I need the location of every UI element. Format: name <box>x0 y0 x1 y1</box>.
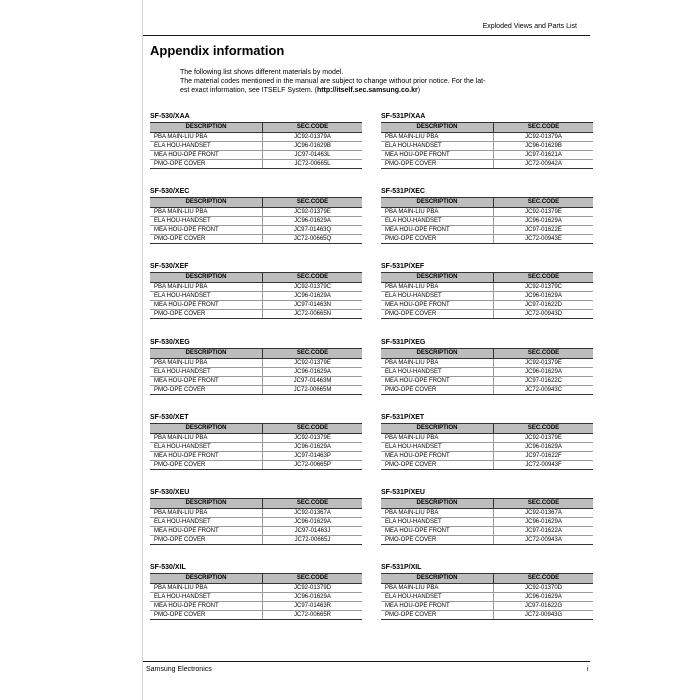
parts-table <box>381 197 593 244</box>
part-description: PMO-OPE COVER <box>381 160 494 169</box>
parts-section <box>150 563 362 620</box>
part-description: MEA HOU-OPE FRONT <box>381 602 494 611</box>
part-code: JC96-01629A <box>494 292 594 301</box>
table-row <box>381 509 593 518</box>
column-header-code: SEC.CODE <box>494 424 594 434</box>
table-row <box>150 283 362 292</box>
part-description: PBA MAIN-LIU PBA <box>381 509 494 518</box>
table-header-row <box>150 499 362 509</box>
model-title: SF-531P/XEF <box>381 263 425 270</box>
table-row <box>381 593 593 602</box>
part-description: PBA MAIN-LIU PBA <box>150 434 263 443</box>
parts-section <box>381 262 593 319</box>
part-code: JC92-01367A <box>263 509 363 518</box>
part-description: PMO-OPE COVER <box>150 611 263 620</box>
part-code: JC92-01370D <box>494 584 594 593</box>
part-description: MEA HOU-OPE FRONT <box>150 151 263 160</box>
column-header-description: DESCRIPTION <box>381 198 494 208</box>
part-code: JC72-00943D <box>494 310 594 319</box>
part-description: PMO-OPE COVER <box>381 611 494 620</box>
part-description: PMO-OPE COVER <box>381 461 494 470</box>
parts-table <box>150 498 362 545</box>
part-code: JC96-01629A <box>263 292 363 301</box>
model-title: SF-531P/XEU <box>381 489 425 496</box>
part-code: JC97-01463J <box>263 527 363 536</box>
table-row <box>150 151 362 160</box>
table-row <box>150 452 362 461</box>
part-description: PBA MAIN-LIU PBA <box>150 509 263 518</box>
itself-link[interactable]: http://itself.sec.samsung.co.kr <box>316 87 418 94</box>
table-header-row <box>150 198 362 208</box>
part-code: JC92-01379C <box>494 283 594 292</box>
part-code: JC72-00942A <box>494 160 594 169</box>
table-row <box>381 584 593 593</box>
part-description: PMO-OPE COVER <box>150 310 263 319</box>
parts-table <box>150 122 362 169</box>
part-code: JC92-01379E <box>263 434 363 443</box>
model-title: SF-530/XET <box>150 414 189 421</box>
column-header-description: DESCRIPTION <box>150 273 263 283</box>
table-row <box>381 518 593 527</box>
part-code: JC97-01622F <box>494 452 594 461</box>
model-title: SF-530/XEG <box>150 339 190 346</box>
part-description: PBA MAIN-LIU PBA <box>381 283 494 292</box>
intro-line-3-prefix: est exact information, see ITSELF System. ( <box>180 87 317 94</box>
column-header-code: SEC.CODE <box>494 574 594 584</box>
part-code: JC72-00943F <box>494 461 594 470</box>
part-code: JC72-00943E <box>494 235 594 244</box>
part-code: JC92-01379A <box>494 133 594 142</box>
table-row <box>150 217 362 226</box>
part-description: ELA HOU-HANDSET <box>150 593 263 602</box>
part-description: ELA HOU-HANDSET <box>381 142 494 151</box>
part-code: JC97-01463N <box>263 301 363 310</box>
part-code: JC72-00665R <box>263 611 363 620</box>
part-description: MEA HOU-OPE FRONT <box>150 527 263 536</box>
model-title: SF-530/XEU <box>150 489 190 496</box>
table-row <box>381 226 593 235</box>
part-code: JC92-01379E <box>494 434 594 443</box>
parts-table <box>381 498 593 545</box>
part-description: PBA MAIN-LIU PBA <box>381 359 494 368</box>
table-row <box>150 368 362 377</box>
table-header-row <box>381 499 593 509</box>
part-code: JC92-01379D <box>263 584 363 593</box>
model-title: SF-531P/XET <box>381 414 425 421</box>
part-code: JC72-00665N <box>263 310 363 319</box>
part-description: PBA MAIN-LIU PBA <box>150 133 263 142</box>
table-row <box>150 611 362 620</box>
part-code: JC72-00665P <box>263 461 363 470</box>
column-header-code: SEC.CODE <box>263 499 363 509</box>
table-row <box>381 301 593 310</box>
part-code: JC97-01622C <box>494 377 594 386</box>
part-code: JC92-01379C <box>263 283 363 292</box>
table-row <box>150 461 362 470</box>
part-description: PMO-OPE COVER <box>150 235 263 244</box>
table-row <box>150 377 362 386</box>
table-row <box>150 208 362 217</box>
part-description: ELA HOU-HANDSET <box>150 443 263 452</box>
part-description: ELA HOU-HANDSET <box>381 217 494 226</box>
column-header-code: SEC.CODE <box>494 273 594 283</box>
table-row <box>150 584 362 593</box>
part-description: PMO-OPE COVER <box>150 386 263 395</box>
part-description: MEA HOU-OPE FRONT <box>381 377 494 386</box>
column-header-code: SEC.CODE <box>494 499 594 509</box>
part-description: PMO-OPE COVER <box>381 536 494 545</box>
table-row <box>381 527 593 536</box>
part-description: PMO-OPE COVER <box>150 461 263 470</box>
table-row <box>150 593 362 602</box>
part-code: JC97-01621A <box>494 151 594 160</box>
table-row <box>381 461 593 470</box>
part-code: JC92-01379E <box>494 359 594 368</box>
part-code: JC97-01463Q <box>263 226 363 235</box>
part-description: ELA HOU-HANDSET <box>150 368 263 377</box>
part-description: ELA HOU-HANDSET <box>381 368 494 377</box>
intro-paragraph <box>180 68 590 95</box>
column-header-code: SEC.CODE <box>263 349 363 359</box>
part-code: JC72-00665M <box>263 386 363 395</box>
part-code: JC97-01463M <box>263 377 363 386</box>
column-header-code: SEC.CODE <box>263 273 363 283</box>
part-code: JC96-01629A <box>494 443 594 452</box>
part-code: JC96-01629A <box>494 593 594 602</box>
table-row <box>150 386 362 395</box>
part-description: PMO-OPE COVER <box>381 310 494 319</box>
table-row <box>150 133 362 142</box>
parts-section <box>150 338 362 395</box>
part-code: JC92-01379A <box>263 133 363 142</box>
part-code: JC72-00665Q <box>263 235 363 244</box>
table-row <box>381 133 593 142</box>
model-title: SF-530/XEF <box>150 263 189 270</box>
part-description: MEA HOU-OPE FRONT <box>150 377 263 386</box>
table-row <box>150 518 362 527</box>
column-header-code: SEC.CODE <box>263 123 363 133</box>
part-description: PBA MAIN-LIU PBA <box>381 208 494 217</box>
part-description: PBA MAIN-LIU PBA <box>150 359 263 368</box>
parts-section <box>381 413 593 470</box>
part-description: MEA HOU-OPE FRONT <box>381 151 494 160</box>
table-header-row <box>150 273 362 283</box>
column-header-description: DESCRIPTION <box>381 273 494 283</box>
parts-section <box>381 338 593 395</box>
page-title: Appendix information <box>150 43 285 58</box>
part-code: JC92-01379E <box>263 208 363 217</box>
column-header-description: DESCRIPTION <box>150 123 263 133</box>
footer-company: Samsung Electronics <box>146 666 212 673</box>
table-row <box>381 217 593 226</box>
parts-section <box>150 413 362 470</box>
part-description: MEA HOU-OPE FRONT <box>381 226 494 235</box>
table-row <box>150 160 362 169</box>
table-row <box>381 310 593 319</box>
part-code: JC72-00943A <box>494 536 594 545</box>
model-title: SF-530/XIL <box>150 564 186 571</box>
table-row <box>381 452 593 461</box>
parts-table <box>150 272 362 319</box>
part-code: JC97-01463P <box>263 452 363 461</box>
parts-section <box>381 112 593 169</box>
model-title: SF-531P/XIL <box>381 564 422 571</box>
model-title: SF-530/XAA <box>150 113 190 120</box>
part-description: ELA HOU-HANDSET <box>150 292 263 301</box>
table-header-row <box>381 198 593 208</box>
part-description: PMO-OPE COVER <box>150 160 263 169</box>
header-rule <box>143 35 590 36</box>
part-description: MEA HOU-OPE FRONT <box>381 301 494 310</box>
model-title: SF-530/XEC <box>150 188 190 195</box>
table-header-row <box>381 273 593 283</box>
part-description: MEA HOU-OPE FRONT <box>381 452 494 461</box>
table-row <box>381 386 593 395</box>
part-code: JC72-00665J <box>263 536 363 545</box>
table-header-row <box>381 574 593 584</box>
parts-table <box>150 197 362 244</box>
part-description: PBA MAIN-LIU PBA <box>381 133 494 142</box>
parts-section <box>381 563 593 620</box>
part-code: JC96-01629A <box>494 217 594 226</box>
part-code: JC96-01629A <box>263 518 363 527</box>
part-code: JC96-01629A <box>263 368 363 377</box>
intro-line-3 <box>180 86 590 95</box>
parts-table <box>381 272 593 319</box>
table-row <box>150 226 362 235</box>
parts-section <box>150 488 362 545</box>
column-header-code: SEC.CODE <box>494 123 594 133</box>
table-row <box>381 434 593 443</box>
table-row <box>381 142 593 151</box>
column-header-description: DESCRIPTION <box>150 574 263 584</box>
table-header-row <box>150 123 362 133</box>
table-row <box>150 142 362 151</box>
table-row <box>381 292 593 301</box>
part-code: JC97-01622G <box>494 602 594 611</box>
part-description: ELA HOU-HANDSET <box>381 518 494 527</box>
table-row <box>150 359 362 368</box>
table-row <box>381 359 593 368</box>
column-header-description: DESCRIPTION <box>150 499 263 509</box>
part-code: JC96-01629A <box>263 217 363 226</box>
table-row <box>381 377 593 386</box>
table-row <box>150 301 362 310</box>
part-description: PMO-OPE COVER <box>150 536 263 545</box>
model-title: SF-531P/XEG <box>381 339 426 346</box>
part-description: MEA HOU-OPE FRONT <box>150 226 263 235</box>
table-row <box>381 151 593 160</box>
parts-section <box>150 112 362 169</box>
table-row <box>150 235 362 244</box>
table-row <box>381 368 593 377</box>
part-code: JC92-01379E <box>263 359 363 368</box>
part-code: JC97-01622E <box>494 226 594 235</box>
intro-line-1: The following list shows different materials by model. <box>180 69 344 76</box>
part-code: JC96-01629A <box>263 593 363 602</box>
part-code: JC97-01463L <box>263 151 363 160</box>
table-header-row <box>381 123 593 133</box>
parts-table <box>381 348 593 395</box>
column-header-description: DESCRIPTION <box>381 123 494 133</box>
part-description: PBA MAIN-LIU PBA <box>150 208 263 217</box>
table-header-row <box>381 424 593 434</box>
part-code: JC97-01622D <box>494 301 594 310</box>
part-description: MEA HOU-OPE FRONT <box>150 301 263 310</box>
table-row <box>150 310 362 319</box>
parts-table <box>150 348 362 395</box>
table-row <box>381 602 593 611</box>
column-header-code: SEC.CODE <box>494 349 594 359</box>
table-row <box>381 443 593 452</box>
column-header-description: DESCRIPTION <box>381 349 494 359</box>
table-header-row <box>150 574 362 584</box>
parts-table <box>381 423 593 470</box>
intro-line-3-suffix: ) <box>417 87 421 94</box>
table-row <box>381 235 593 244</box>
table-row <box>150 527 362 536</box>
part-description: ELA HOU-HANDSET <box>381 292 494 301</box>
column-header-code: SEC.CODE <box>494 198 594 208</box>
part-description: ELA HOU-HANDSET <box>381 443 494 452</box>
table-header-row <box>150 349 362 359</box>
footer-rule <box>143 661 590 662</box>
table-row <box>381 536 593 545</box>
part-code: JC72-00665L <box>263 160 363 169</box>
part-description: PBA MAIN-LIU PBA <box>150 283 263 292</box>
table-row <box>381 208 593 217</box>
table-row <box>150 602 362 611</box>
part-code: JC72-00943C <box>494 386 594 395</box>
table-row <box>150 292 362 301</box>
part-description: PBA MAIN-LIU PBA <box>381 434 494 443</box>
parts-section <box>150 262 362 319</box>
column-header-description: DESCRIPTION <box>381 574 494 584</box>
part-code: JC97-01622A <box>494 527 594 536</box>
model-title: SF-531P/XEC <box>381 188 425 195</box>
part-code: JC96-01629B <box>494 142 594 151</box>
column-header-description: DESCRIPTION <box>381 424 494 434</box>
intro-line-2: The material codes mentioned in the manual are subject to change without prior notice. For the lat- <box>180 78 486 85</box>
part-description: MEA HOU-OPE FRONT <box>381 527 494 536</box>
part-description: PMO-OPE COVER <box>381 386 494 395</box>
table-row <box>150 443 362 452</box>
parts-table <box>150 423 362 470</box>
part-code: JC72-00943G <box>494 611 594 620</box>
column-header-description: DESCRIPTION <box>381 499 494 509</box>
column-header-code: SEC.CODE <box>263 198 363 208</box>
table-row <box>381 283 593 292</box>
part-description: PBA MAIN-LIU PBA <box>381 584 494 593</box>
running-header: Exploded Views and Parts List <box>482 23 577 30</box>
parts-section <box>381 488 593 545</box>
part-description: ELA HOU-HANDSET <box>381 593 494 602</box>
column-header-description: DESCRIPTION <box>150 349 263 359</box>
parts-section <box>150 187 362 244</box>
parts-section <box>381 187 593 244</box>
part-description: ELA HOU-HANDSET <box>150 217 263 226</box>
part-description: MEA HOU-OPE FRONT <box>150 602 263 611</box>
table-row <box>381 611 593 620</box>
part-code: JC96-01629A <box>494 518 594 527</box>
column-header-code: SEC.CODE <box>263 574 363 584</box>
parts-table <box>150 573 362 620</box>
table-row <box>150 434 362 443</box>
part-code: JC96-01629B <box>263 142 363 151</box>
column-header-description: DESCRIPTION <box>150 198 263 208</box>
part-description: ELA HOU-HANDSET <box>150 518 263 527</box>
table-row <box>150 536 362 545</box>
parts-table <box>381 573 593 620</box>
table-row <box>381 160 593 169</box>
part-description: PMO-OPE COVER <box>381 235 494 244</box>
part-code: JC92-01367A <box>494 509 594 518</box>
page-number: i <box>587 666 589 673</box>
column-header-code: SEC.CODE <box>263 424 363 434</box>
part-code: JC97-01463R <box>263 602 363 611</box>
part-code: JC96-01629A <box>494 368 594 377</box>
part-code: JC96-01629A <box>263 443 363 452</box>
part-description: ELA HOU-HANDSET <box>150 142 263 151</box>
part-description: MEA HOU-OPE FRONT <box>150 452 263 461</box>
column-header-description: DESCRIPTION <box>150 424 263 434</box>
parts-table <box>381 122 593 169</box>
table-row <box>150 509 362 518</box>
part-description: PBA MAIN-LIU PBA <box>150 584 263 593</box>
part-code: JC92-01379E <box>494 208 594 217</box>
table-header-row <box>381 349 593 359</box>
model-title: SF-531P/XAA <box>381 113 426 120</box>
table-header-row <box>150 424 362 434</box>
